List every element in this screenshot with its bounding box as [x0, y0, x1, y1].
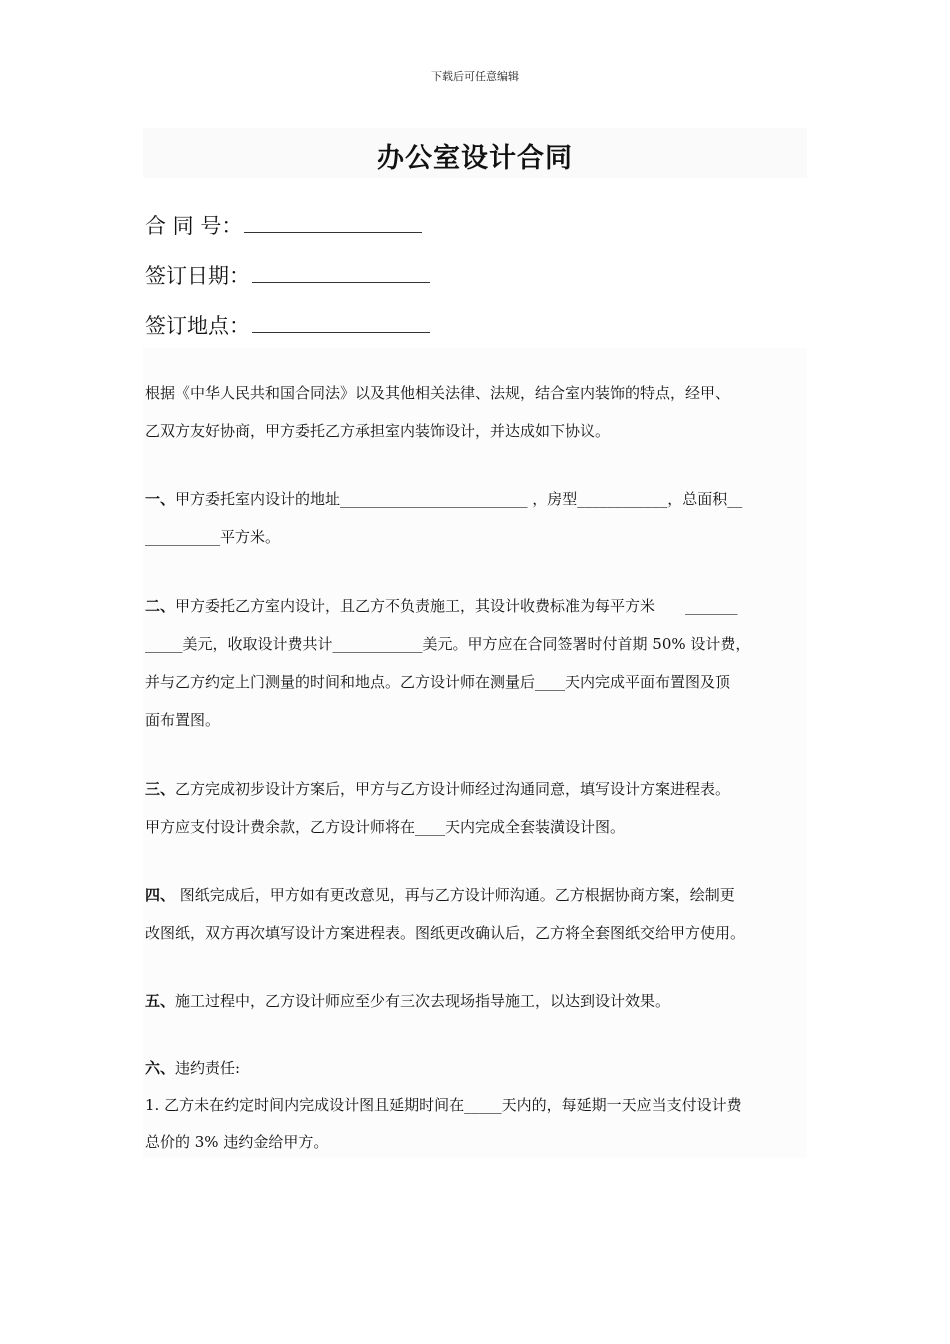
intro-line: 乙双方友好协商，甲方委托乙方承担室内装饰设计，并达成如下协议。 [145, 422, 611, 440]
clause-line [145, 770, 807, 808]
clause-number: 六、 [145, 1059, 176, 1077]
clause-text: 施工过程中，乙方设计师应至少有三次去现场指导施工，以达到设计效果。 [175, 992, 671, 1010]
contract-number-blank [244, 214, 422, 233]
clause-line: 甲方应支付设计费余款，乙方设计师将在____天内完成全套装潢设计图。 [145, 818, 626, 836]
intro-line: 根据《中华人民共和国合同法》以及其他相关法律、法规，结合室内装饰的特点，经甲、 [145, 384, 731, 402]
clause-number: 二、 [145, 597, 176, 615]
contract-number-label: 合 同 号： [145, 214, 243, 238]
clause-2 [145, 587, 807, 739]
body-band [143, 348, 807, 1158]
clause-6 [145, 1050, 807, 1161]
clause-4 [145, 876, 807, 952]
contract-number-row [145, 210, 422, 240]
document-title: 办公室设计合同 [377, 143, 573, 174]
clause-line [145, 480, 807, 518]
clause-text: 甲方委托室内设计的地址_________________________ ，房型____________，总面积__ [175, 490, 743, 508]
clause-text: 甲方委托乙方室内设计，且乙方不负责施工，其设计收费标准为每平方米 _______ [175, 597, 738, 615]
sign-date-blank [252, 264, 430, 283]
clause-line [145, 876, 807, 914]
clause-line: 1. 乙方未在约定时间内完成设计图且延期时间在_____天内的，每延期一天应当支付设计费 [145, 1096, 742, 1114]
header-note: 下载后可任意编辑 [431, 70, 519, 83]
clause-number: 三、 [145, 780, 176, 798]
sign-place-label: 签订地点： [145, 314, 250, 338]
clause-line [145, 982, 807, 1020]
clause-line [145, 587, 807, 625]
sign-date-label: 签订日期： [145, 264, 250, 288]
intro-paragraph [145, 374, 807, 450]
clause-5 [145, 982, 807, 1020]
clause-line [145, 1050, 807, 1087]
clause-heading: 违约责任: [175, 1059, 241, 1077]
clause-number: 五、 [145, 992, 176, 1010]
clause-number: 四、 [145, 886, 176, 904]
clause-line: 面布置图。 [145, 711, 221, 729]
clause-text: 乙方完成初步设计方案后，甲方与乙方设计师经过沟通同意，填写设计方案进程表。 [175, 780, 731, 798]
clause-line: __________平方米。 [145, 528, 281, 546]
sign-date-row [145, 260, 430, 290]
clause-number: 一、 [145, 490, 176, 508]
clause-line: 并与乙方约定上门测量的时间和地点。乙方设计师在测量后____天内完成平面布置图及顶 [145, 673, 731, 691]
clause-text: 图纸完成后，甲方如有更改意见，再与乙方设计师沟通。乙方根据协商方案，绘制更 [175, 886, 735, 904]
clause-3 [145, 770, 807, 846]
clause-line: 总价的 3% 违约金给甲方。 [145, 1133, 329, 1151]
clause-line: 改图纸，双方再次填写设计方案进程表。图纸更改确认后，乙方将全套图纸交给甲方使用。 [145, 924, 746, 942]
clause-1 [145, 480, 807, 556]
clause-line: _____美元，收取设计费共计____________美元。甲方应在合同签署时付首期 50% 设计费， [145, 635, 751, 653]
sign-place-row [145, 310, 430, 340]
sign-place-blank [252, 314, 430, 333]
